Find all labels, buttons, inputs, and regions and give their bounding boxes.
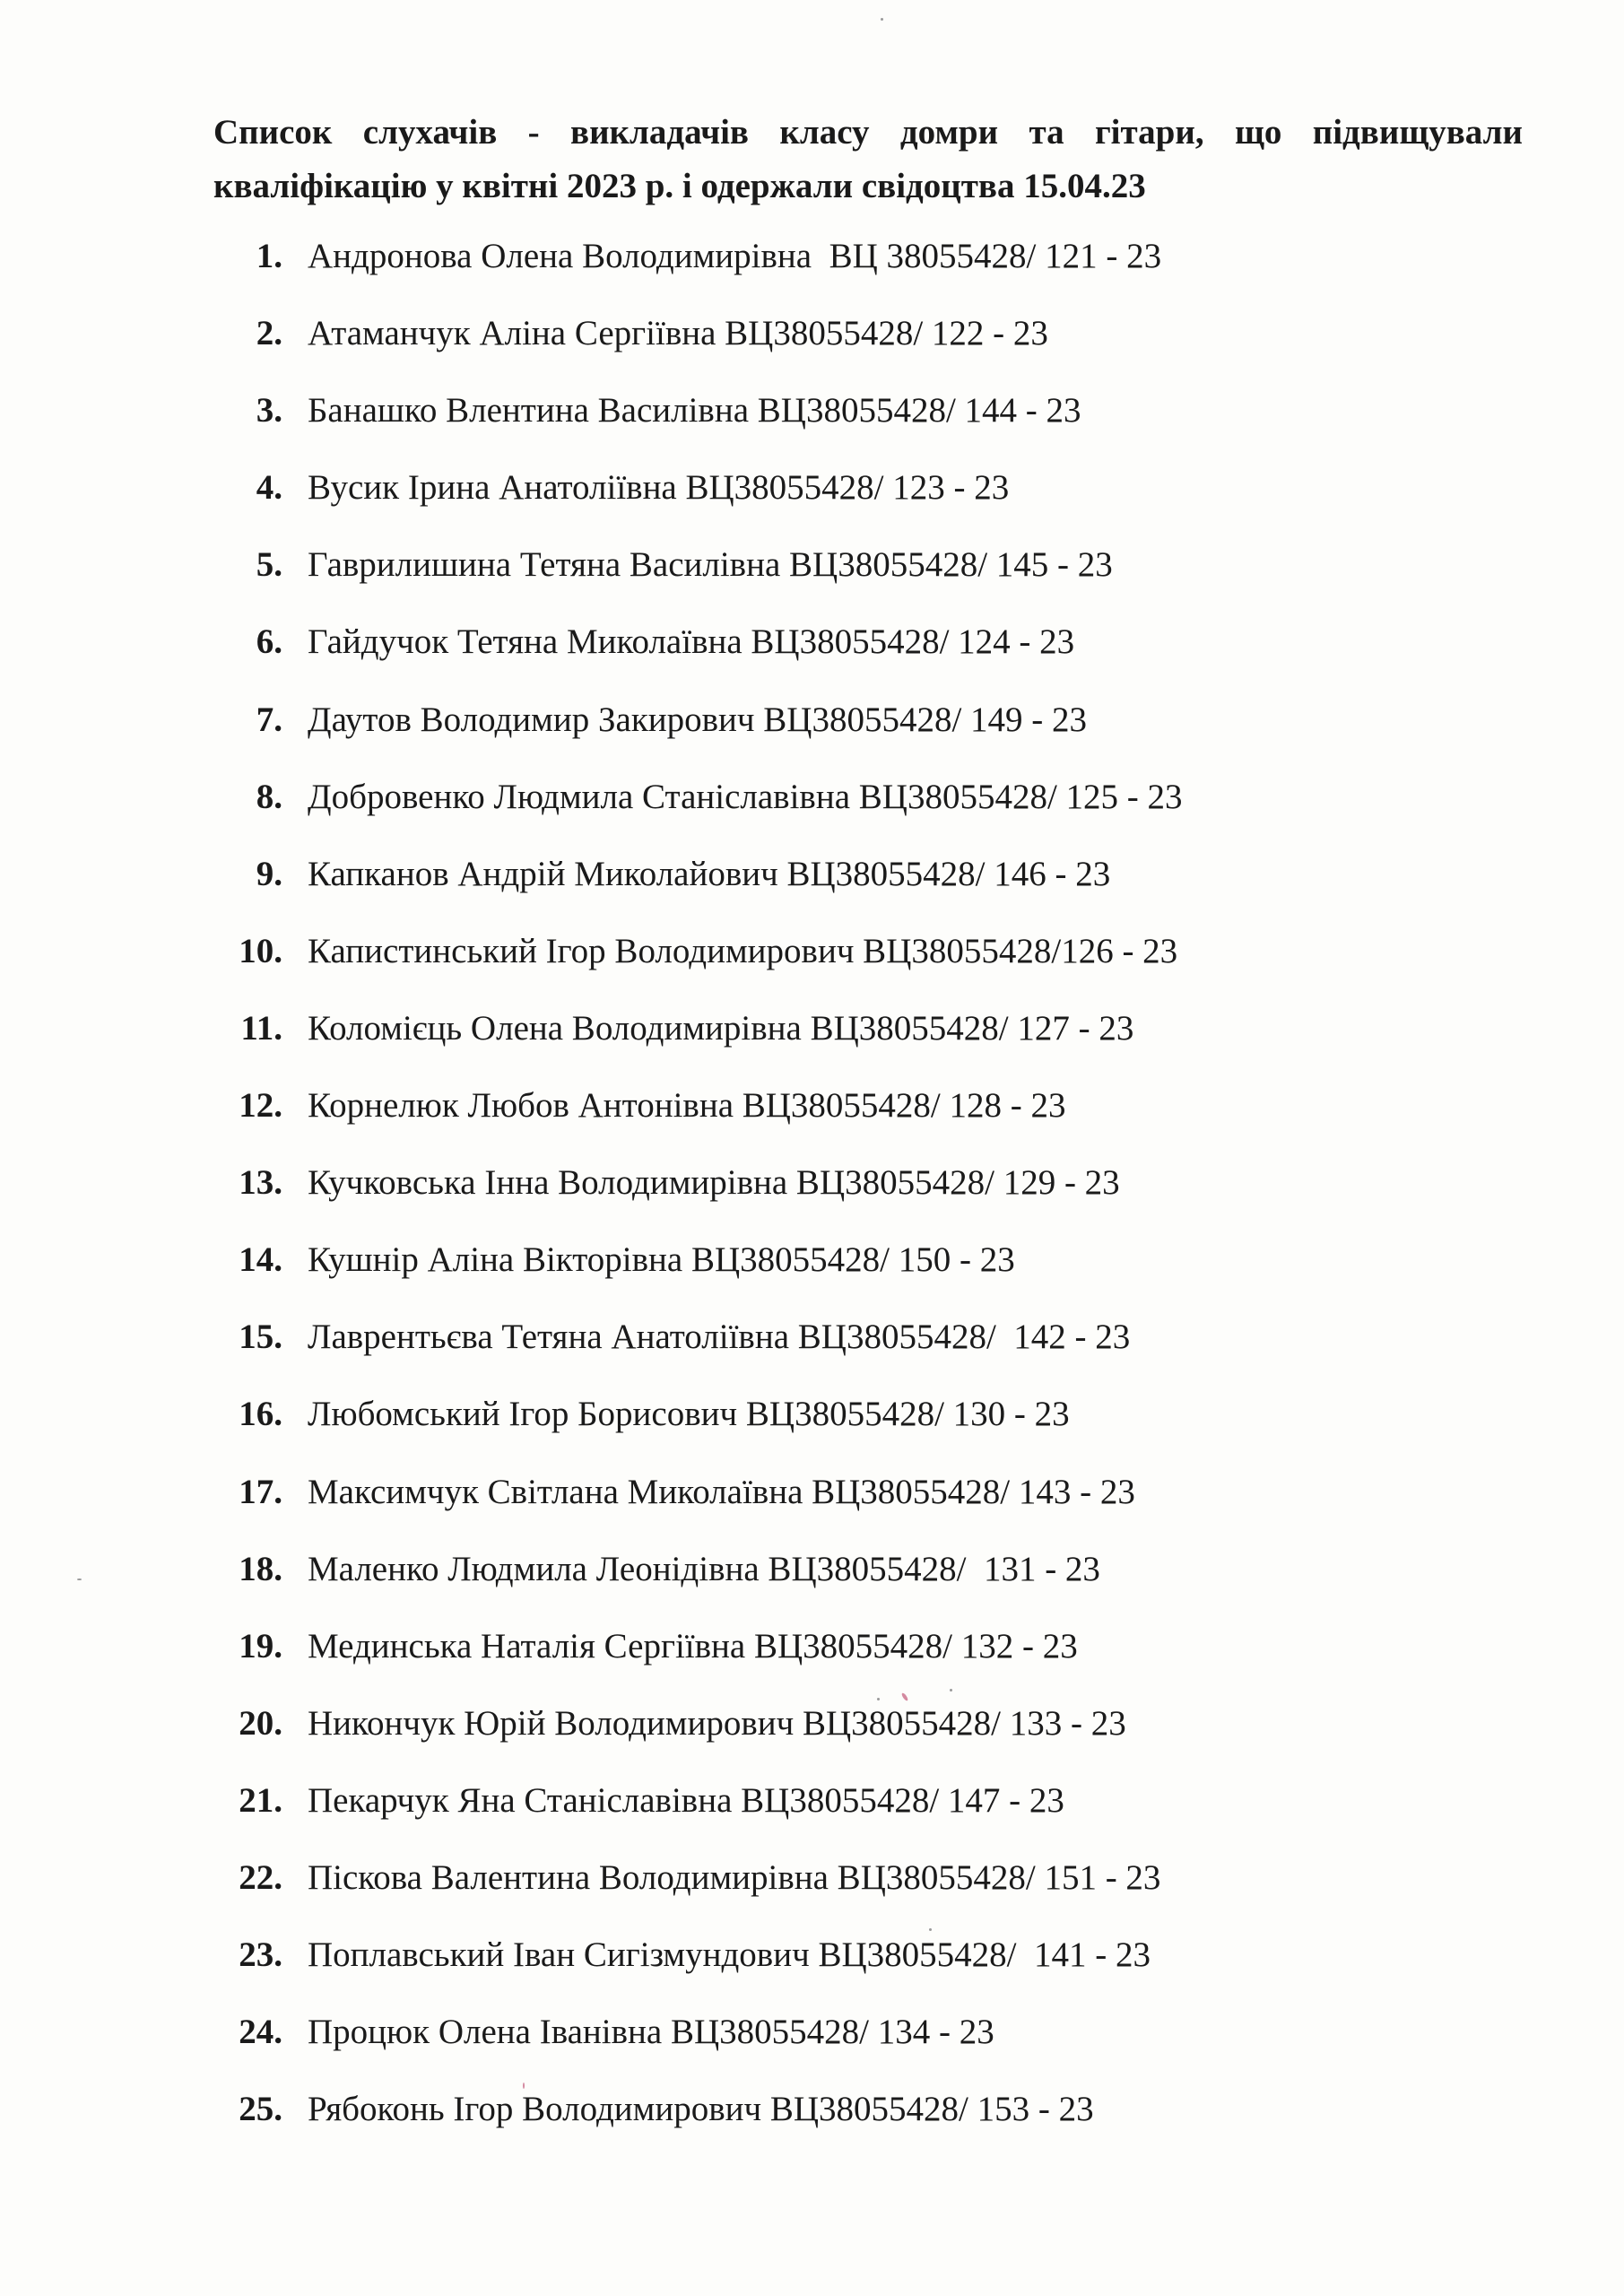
- list-item: [0, 461, 1624, 538]
- list-item-number: 8.: [256, 777, 282, 816]
- scan-speck: [877, 1698, 880, 1700]
- list-item-number: 11.: [240, 1008, 282, 1048]
- list-item-text: Атаманчук Аліна Сергіївна ВЦ38055428/ 122 - 23: [308, 314, 1048, 353]
- entry-list: [0, 230, 1624, 2160]
- list-item: [0, 2005, 1624, 2083]
- scan-speck: [523, 2083, 525, 2089]
- list-item-text: Даутов Володимир Закирович ВЦ38055428/ 149 - 23: [308, 700, 1088, 739]
- list-item-text: Маленко Людмила Леонідівна ВЦ38055428/ 131 - 23: [308, 1549, 1100, 1588]
- list-item-text: Вусик Ірина Анатоліївна ВЦ38055428/ 123 - 23: [308, 468, 1010, 508]
- list-item: [0, 1928, 1624, 2005]
- list-item-text: Кучковська Інна Володимирівна ВЦ38055428/ 129 - 23: [308, 1163, 1120, 1203]
- list-item-text: Рябоконь Ігор Володимирович ВЦ38055428/ 153 - 23: [308, 2090, 1094, 2129]
- list-item-text: Процюк Олена Іванівна ВЦ38055428/ 134 - 23: [308, 2013, 994, 2052]
- list-item-number: 14.: [239, 1240, 282, 1280]
- list-item-number: 18.: [239, 1549, 282, 1588]
- list-item-text: Мединська Наталія Сергіївна ВЦ38055428/ 132 - 23: [308, 1626, 1078, 1665]
- list-item: [0, 1079, 1624, 1156]
- list-item-number: 5.: [256, 545, 282, 585]
- list-item: [0, 1620, 1624, 1697]
- list-item-text: Лаврентьєва Тетяна Анатоліївна ВЦ38055428/ 142 - 23: [308, 1318, 1131, 1357]
- list-item-text: Капистинський Ігор Володимирович ВЦ38055428/126 - 23: [308, 931, 1178, 970]
- list-item: [0, 1002, 1624, 1079]
- list-item: [0, 615, 1624, 692]
- list-item-text: Капканов Андрій Миколайович ВЦ38055428/ 146 - 23: [308, 854, 1111, 893]
- list-item-text: Андронова Олена Володимирівна ВЦ 38055428/ 121 - 23: [308, 237, 1162, 275]
- list-item: [0, 1310, 1624, 1387]
- list-item-text: Коломієць Олена Володимирівна ВЦ38055428/ 127 - 23: [308, 1008, 1134, 1048]
- document-heading: Список слухачів - викладачів класу домри та гітари, що підвищували кваліфікацію у квітні 2023 р. і одержали свідоцтва 15.04.23: [213, 113, 1523, 205]
- list-item-text: Поплавський Іван Сигізмундович ВЦ38055428/ 141 - 23: [308, 1935, 1151, 1975]
- list-item-text: Пекарчук Яна Станіславівна ВЦ38055428/ 147 - 23: [308, 1780, 1064, 1820]
- list-item-text: Кушнір Аліна Вікторівна ВЦ38055428/ 150 - 23: [308, 1240, 1015, 1280]
- scan-speck: [77, 1578, 82, 1580]
- list-item: [0, 538, 1624, 615]
- scan-speck: [929, 1928, 932, 1931]
- list-item: [0, 1387, 1624, 1465]
- list-item-text: Никончук Юрій Володимирович ВЦ38055428/ 133 - 23: [308, 1703, 1126, 1743]
- list-item: [0, 307, 1624, 384]
- list-item-number: 3.: [256, 391, 282, 430]
- list-item-text: Максимчук Світлана Миколаївна ВЦ38055428/ 143 - 23: [308, 1472, 1135, 1511]
- list-item-text: Банашко Влентина Василівна ВЦ38055428/ 144 - 23: [308, 391, 1081, 430]
- scan-speck: [950, 1689, 952, 1692]
- list-item-number: 17.: [239, 1472, 282, 1511]
- list-item: [0, 1697, 1624, 1774]
- list-item: [0, 1156, 1624, 1233]
- list-item: [0, 1543, 1624, 1620]
- list-item: [0, 1465, 1624, 1543]
- list-item-number: 13.: [239, 1163, 282, 1203]
- list-item: [0, 2083, 1624, 2160]
- list-item-number: 9.: [256, 854, 282, 893]
- list-item: [0, 1233, 1624, 1310]
- list-item-text: Гайдучок Тетяна Миколаївна ВЦ38055428/ 124 - 23: [308, 622, 1075, 662]
- list-item: [0, 1774, 1624, 1851]
- list-item-number: 2.: [256, 314, 282, 353]
- list-item-text: Гаврилишина Тетяна Василівна ВЦ38055428/ 145 - 23: [308, 545, 1113, 585]
- list-item-number: 15.: [239, 1318, 282, 1357]
- list-item-text: Піскова Валентина Володимирівна ВЦ38055428/ 151 - 23: [308, 1857, 1161, 1897]
- list-item-number: 10.: [239, 931, 282, 970]
- list-item-number: 21.: [239, 1780, 282, 1820]
- list-item-number: 25.: [239, 2090, 282, 2129]
- list-item-number: 12.: [239, 1086, 282, 1126]
- list-item-number: 22.: [239, 1857, 282, 1897]
- list-item-number: 20.: [239, 1703, 282, 1743]
- list-item-number: 23.: [239, 1935, 282, 1975]
- list-item: [0, 770, 1624, 848]
- list-item-number: 6.: [256, 622, 282, 662]
- list-item: [0, 1851, 1624, 1928]
- list-item-text: Корнелюк Любов Антонівна ВЦ38055428/ 128 - 23: [308, 1086, 1066, 1126]
- list-item: [0, 693, 1624, 770]
- list-item-number: 4.: [256, 468, 282, 508]
- list-item-text: Добровенко Людмила Станіславівна ВЦ38055428/ 125 - 23: [308, 777, 1183, 816]
- list-item-number: 1.: [256, 237, 282, 275]
- list-item-text: Любомський Ігор Борисович ВЦ38055428/ 130 - 23: [308, 1395, 1070, 1434]
- list-item-number: 16.: [239, 1395, 282, 1434]
- list-item: [0, 230, 1624, 307]
- list-item: [0, 848, 1624, 925]
- scan-speck: [881, 18, 883, 21]
- list-item: [0, 384, 1624, 461]
- list-item: [0, 925, 1624, 1002]
- list-item-number: 7.: [256, 700, 282, 739]
- list-item-number: 24.: [239, 2013, 282, 2052]
- list-item-number: 19.: [239, 1626, 282, 1665]
